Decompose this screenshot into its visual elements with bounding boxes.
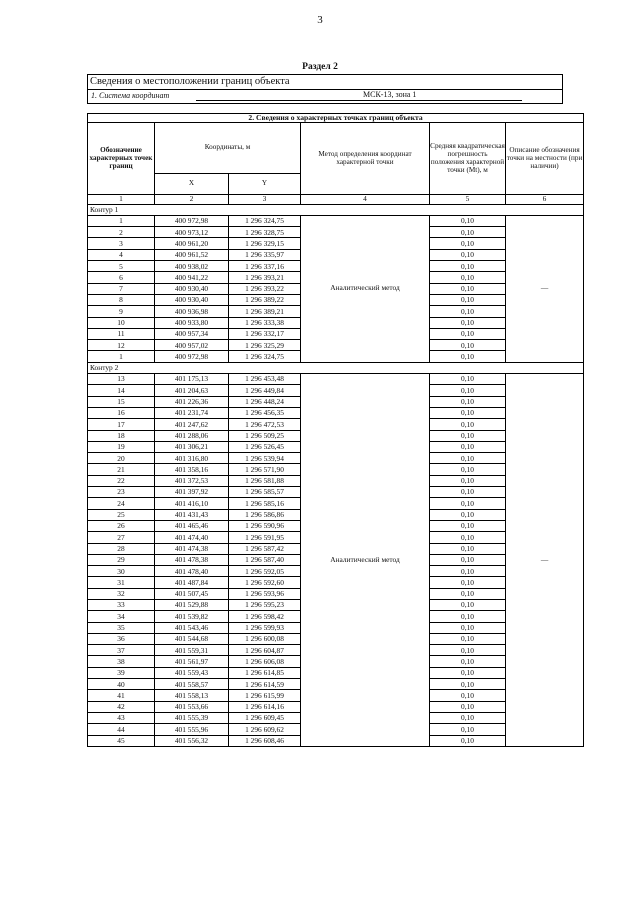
coord-y: 1 296 585,57 [229,487,301,498]
coord-x: 401 478,38 [155,554,229,565]
coord-y: 1 296 587,42 [229,543,301,554]
coord-y: 1 296 590,96 [229,520,301,531]
accuracy-value: 0,10 [430,396,506,407]
coord-y: 1 296 585,16 [229,498,301,509]
coord-system-row [88,90,563,104]
point-number: 45 [88,735,155,746]
accuracy-value: 0,10 [430,543,506,554]
accuracy-value: 0,10 [430,599,506,610]
accuracy-value: 0,10 [430,724,506,735]
point-number: 5 [88,261,155,272]
coord-x: 400 933,80 [155,317,229,328]
point-number: 37 [88,645,155,656]
accuracy-value: 0,10 [430,227,506,238]
accuracy-value: 0,10 [430,667,506,678]
coord-y: 1 296 456,35 [229,407,301,418]
point-number: 21 [88,464,155,475]
point-number: 44 [88,724,155,735]
coord-x: 401 231,74 [155,407,229,418]
point-number: 8 [88,294,155,305]
coord-y: 1 296 614,16 [229,701,301,712]
accuracy-value: 0,10 [430,351,506,362]
coord-x: 401 507,45 [155,588,229,599]
point-number: 35 [88,622,155,633]
coord-x: 401 558,57 [155,679,229,690]
point-number: 13 [88,374,155,385]
accuracy-value: 0,10 [430,261,506,272]
table-row [88,374,584,385]
point-number: 24 [88,498,155,509]
coord-x: 401 487,84 [155,577,229,588]
point-number: 14 [88,385,155,396]
coord-x: 401 561,97 [155,656,229,667]
point-number: 3 [88,238,155,249]
column-number: 2 [155,194,229,204]
coord-y: 1 296 472,53 [229,419,301,430]
coord-x: 401 556,32 [155,735,229,746]
coord-y: 1 296 324,75 [229,215,301,226]
coord-y: 1 296 592,05 [229,566,301,577]
point-number: 18 [88,430,155,441]
header-y: Y [229,173,301,194]
point-number: 6 [88,272,155,283]
coord-x: 401 372,53 [155,475,229,486]
coord-x: 401 247,62 [155,419,229,430]
coord-y: 1 296 614,85 [229,667,301,678]
contour-label: Контур 1 [88,204,584,215]
coord-x: 401 559,43 [155,667,229,678]
point-number: 7 [88,283,155,294]
coord-x: 401 553,66 [155,701,229,712]
coord-y: 1 296 328,75 [229,227,301,238]
description-cell: — [506,374,584,747]
coord-x: 400 973,12 [155,227,229,238]
coord-y: 1 296 333,38 [229,317,301,328]
column-number: 4 [301,194,430,204]
column-number: 1 [88,194,155,204]
accuracy-value: 0,10 [430,306,506,317]
coord-y: 1 296 609,45 [229,712,301,723]
point-number: 28 [88,543,155,554]
coord-y: 1 296 609,62 [229,724,301,735]
coord-system-label: 1. Система координат [91,91,170,100]
coord-x: 401 558,13 [155,690,229,701]
coord-system-value: МСК-13, зона 1 [363,90,417,99]
coord-y: 1 296 608,46 [229,735,301,746]
accuracy-value: 0,10 [430,554,506,565]
header-point: Обозначение характерных точек границ [88,122,155,194]
coord-y: 1 296 449,84 [229,385,301,396]
point-number: 15 [88,396,155,407]
point-number: 25 [88,509,155,520]
accuracy-value: 0,10 [430,317,506,328]
coord-x: 400 972,98 [155,215,229,226]
coord-x: 401 529,88 [155,599,229,610]
point-number: 20 [88,453,155,464]
accuracy-value: 0,10 [430,690,506,701]
point-number: 2 [88,227,155,238]
point-number: 31 [88,577,155,588]
page-number: 3 [317,14,323,26]
coord-y: 1 296 600,08 [229,633,301,644]
heading-table [87,74,563,104]
coord-x: 400 961,52 [155,249,229,260]
coord-y: 1 296 539,94 [229,453,301,464]
accuracy-value: 0,10 [430,520,506,531]
coord-y: 1 296 329,15 [229,238,301,249]
accuracy-value: 0,10 [430,464,506,475]
point-number: 12 [88,340,155,351]
method-cell: Аналитический метод [301,374,430,747]
accuracy-value: 0,10 [430,701,506,712]
points-table [87,113,584,747]
point-number: 36 [88,633,155,644]
point-number: 9 [88,306,155,317]
point-number: 30 [88,566,155,577]
coord-x: 400 957,34 [155,328,229,339]
coord-x: 401 397,92 [155,487,229,498]
accuracy-value: 0,10 [430,679,506,690]
point-number: 34 [88,611,155,622]
point-number: 23 [88,487,155,498]
coord-y: 1 296 598,42 [229,611,301,622]
coord-x: 401 555,96 [155,724,229,735]
point-number: 40 [88,679,155,690]
accuracy-value: 0,10 [430,340,506,351]
coord-x: 400 941,22 [155,272,229,283]
coord-x: 401 226,36 [155,396,229,407]
description-cell: — [506,215,584,362]
accuracy-value: 0,10 [430,487,506,498]
coord-x: 401 416,10 [155,498,229,509]
coord-x: 401 555,39 [155,712,229,723]
header-method: Метод определения координат характерной точки [301,122,430,194]
accuracy-value: 0,10 [430,633,506,644]
coord-y: 1 296 599,93 [229,622,301,633]
heading: Сведения о местоположении границ объекта [88,75,563,90]
point-number: 29 [88,554,155,565]
coord-x: 401 204,63 [155,385,229,396]
coord-x: 401 306,21 [155,441,229,452]
accuracy-value: 0,10 [430,566,506,577]
coord-x: 400 936,98 [155,306,229,317]
point-number: 43 [88,712,155,723]
coord-y: 1 296 586,86 [229,509,301,520]
accuracy-value: 0,10 [430,611,506,622]
point-number: 1 [88,215,155,226]
method-cell: Аналитический метод [301,215,430,362]
accuracy-value: 0,10 [430,294,506,305]
accuracy-value: 0,10 [430,735,506,746]
accuracy-value: 0,10 [430,453,506,464]
table-title: 2. Сведения о характерных точках границ объекта [88,114,584,123]
accuracy-value: 0,10 [430,475,506,486]
column-number: 3 [229,194,301,204]
coord-y: 1 296 604,87 [229,645,301,656]
point-number: 39 [88,667,155,678]
coord-y: 1 296 509,25 [229,430,301,441]
coord-y: 1 296 614,59 [229,679,301,690]
accuracy-value: 0,10 [430,577,506,588]
header-x: X [155,173,229,194]
accuracy-value: 0,10 [430,419,506,430]
accuracy-value: 0,10 [430,249,506,260]
coord-y: 1 296 448,24 [229,396,301,407]
point-number: 19 [88,441,155,452]
coord-y: 1 296 581,88 [229,475,301,486]
coord-x: 401 465,46 [155,520,229,531]
accuracy-value: 0,10 [430,272,506,283]
accuracy-value: 0,10 [430,588,506,599]
coord-y: 1 296 325,29 [229,340,301,351]
accuracy-value: 0,10 [430,712,506,723]
coord-x: 401 288,06 [155,430,229,441]
accuracy-value: 0,10 [430,441,506,452]
column-number: 5 [430,194,506,204]
coord-x: 400 961,20 [155,238,229,249]
accuracy-value: 0,10 [430,385,506,396]
coord-x: 400 930,40 [155,283,229,294]
coord-y: 1 296 571,90 [229,464,301,475]
section-title: Раздел 2 [302,62,338,72]
point-number: 10 [88,317,155,328]
coord-y: 1 296 587,40 [229,554,301,565]
coord-y: 1 296 393,22 [229,283,301,294]
coord-y: 1 296 615,99 [229,690,301,701]
accuracy-value: 0,10 [430,215,506,226]
accuracy-value: 0,10 [430,645,506,656]
coord-y: 1 296 595,23 [229,599,301,610]
coord-x: 401 539,82 [155,611,229,622]
coord-y: 1 296 606,08 [229,656,301,667]
coord-x: 401 431,43 [155,509,229,520]
header-description: Описание обозначения точки на местности (при наличии) [506,122,584,194]
column-number: 6 [506,194,584,204]
point-number: 42 [88,701,155,712]
coord-y: 1 296 324,75 [229,351,301,362]
coord-x: 401 358,16 [155,464,229,475]
coord-x: 401 474,40 [155,532,229,543]
coord-x: 401 559,31 [155,645,229,656]
accuracy-value: 0,10 [430,283,506,294]
coord-x: 400 972,98 [155,351,229,362]
coord-y: 1 296 591,95 [229,532,301,543]
accuracy-value: 0,10 [430,532,506,543]
coord-x: 400 957,02 [155,340,229,351]
point-number: 32 [88,588,155,599]
coord-x: 401 316,80 [155,453,229,464]
contour-label: Контур 2 [88,362,584,373]
coord-y: 1 296 389,21 [229,306,301,317]
coord-y: 1 296 593,96 [229,588,301,599]
coord-x: 401 474,38 [155,543,229,554]
accuracy-value: 0,10 [430,430,506,441]
point-number: 22 [88,475,155,486]
point-number: 4 [88,249,155,260]
accuracy-value: 0,10 [430,509,506,520]
coord-y: 1 296 335,97 [229,249,301,260]
coord-y: 1 296 393,21 [229,272,301,283]
point-number: 16 [88,407,155,418]
coord-x: 401 478,40 [155,566,229,577]
point-number: 17 [88,419,155,430]
point-number: 33 [88,599,155,610]
coord-y: 1 296 592,60 [229,577,301,588]
coord-y: 1 296 526,45 [229,441,301,452]
coord-x: 401 543,46 [155,622,229,633]
coord-x: 400 938,02 [155,261,229,272]
accuracy-value: 0,10 [430,656,506,667]
accuracy-value: 0,10 [430,622,506,633]
header-accuracy: Средняя квадратическая погрешность положения характерной точки (Mt), м [430,122,506,194]
point-number: 1 [88,351,155,362]
table-row [88,215,584,226]
coord-y: 1 296 389,22 [229,294,301,305]
coord-x: 400 930,40 [155,294,229,305]
coord-y: 1 296 453,48 [229,374,301,385]
coord-y: 1 296 332,17 [229,328,301,339]
coord-y: 1 296 337,16 [229,261,301,272]
accuracy-value: 0,10 [430,328,506,339]
coord-system-underline [196,100,522,101]
accuracy-value: 0,10 [430,374,506,385]
coord-x: 401 175,13 [155,374,229,385]
accuracy-value: 0,10 [430,498,506,509]
coord-x: 401 544,68 [155,633,229,644]
point-number: 41 [88,690,155,701]
accuracy-value: 0,10 [430,238,506,249]
accuracy-value: 0,10 [430,407,506,418]
point-number: 11 [88,328,155,339]
header-coords: Координаты, м [155,122,301,173]
point-number: 27 [88,532,155,543]
point-number: 38 [88,656,155,667]
point-number: 26 [88,520,155,531]
